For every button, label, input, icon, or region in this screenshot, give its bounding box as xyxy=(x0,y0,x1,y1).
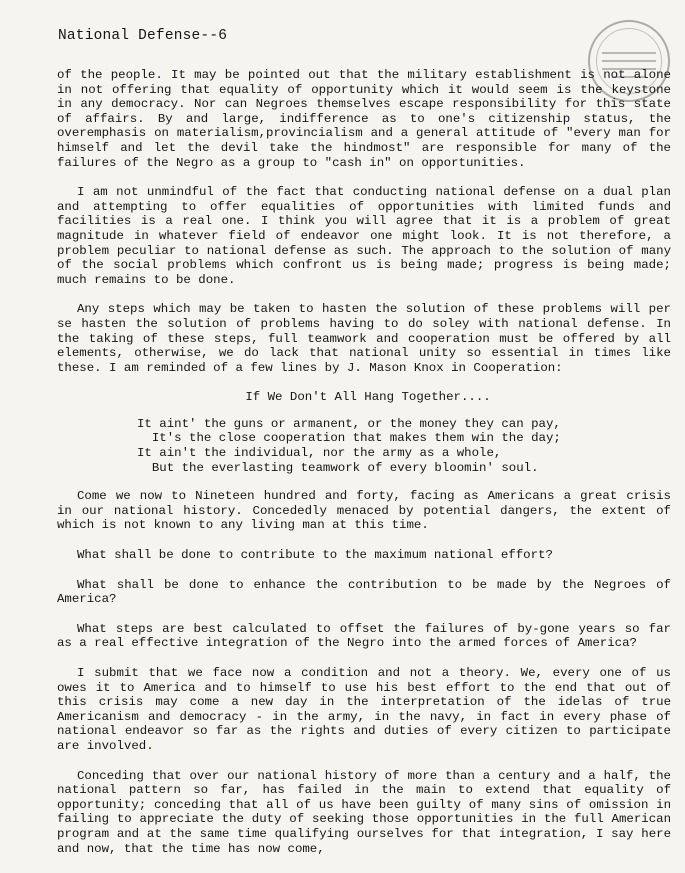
poem-line: It aint' the guns or armanent, or the money they can pay, xyxy=(137,416,561,431)
stamp-line xyxy=(602,60,656,62)
paragraph: Any steps which may be taken to hasten the solution of these problems will per se hasten the solution of problems having to do soley with national defense. In the taking of these steps, full teamwork and cooperation must be offered by all elements, otherwise, we do lack that national unity so essential in times like these. I am reminded of a few lines by J. Mason Knox in Cooperation: xyxy=(57,302,671,375)
page-header: National Defense--6 xyxy=(58,28,228,44)
paragraph: of the people. It may be pointed out that the military establishment is not alone in not offering that equality of opportunity which it would seem is the keystone in any democracy. Nor can Negroes themselves escape responsibility for this state of affairs. By and large, indifference as to one's citizenship status, the overemphasis on materialism,provincialism and a general attitude of "every man for himself and let the devil take the hindmost" are responsible for many of the failures of the Negro as a group to "cash in" on opportunities. xyxy=(57,68,671,170)
paragraph: What shall be done to contribute to the maximum national effort? xyxy=(77,548,553,563)
poem-title: If We Don't All Hang Together.... xyxy=(245,390,491,405)
paragraph: Come we now to Nineteen hundred and forty, facing as Americans a great crisis in our national history. Concededly menaced by potential dangers, the extent of which is not known to any living man at this time. xyxy=(57,489,671,533)
paragraph: What shall be done to enhance the contribution to be made by the Negroes of America? xyxy=(57,577,671,607)
poem-line: But the everlasting teamwork of every bloomin' soul. xyxy=(137,460,539,475)
paragraph: I submit that we face now a condition and not a theory. We, every one of us owes it to America and to himself to use his best effort to the end that out of this crisis may come a new day in the interpretation of the idelas of true Americanism and democracy - in the army, in the navy, in fact in every phase of national endeavor so far as the rights and duties of every citizen to participate are involved. xyxy=(57,666,671,753)
poem xyxy=(137,417,671,475)
stamp-line xyxy=(602,52,656,54)
paragraph: What steps are best calculated to offset the failures of by-gone years so far as a real effective integration of the Negro into the armed forces of America? xyxy=(57,621,671,651)
paragraph: I am not unmindful of the fact that conducting national defense on a dual plan and attempting to offer equalities of opportunities with limited funds and facilities is a real one. I think you will agree that it is a problem of great magnitude in whatever field of endeavor one might look. It is not therefore, a problem peculiar to national defense as such. The approach to the solution of many of the social problems which confront us is being made; progress is being made; much remains to be done. xyxy=(57,185,671,287)
document-body xyxy=(57,68,671,871)
paragraph: Conceding that over our national history of more than a century and a half, the national pattern so far, has failed in the main to extend that equality of opportunity; conceding that all of us have been guilty of many sins of omission in failing to appreciate the duty of seeking those opportunities in the full American program and at the same time qualifying ourselves for that integration, I say here and now, that the time has now come, xyxy=(57,768,671,856)
poem-line: It ain't the individual, nor the army as a whole, xyxy=(137,446,502,461)
poem-line: It's the close cooperation that makes them win the day; xyxy=(137,431,561,446)
